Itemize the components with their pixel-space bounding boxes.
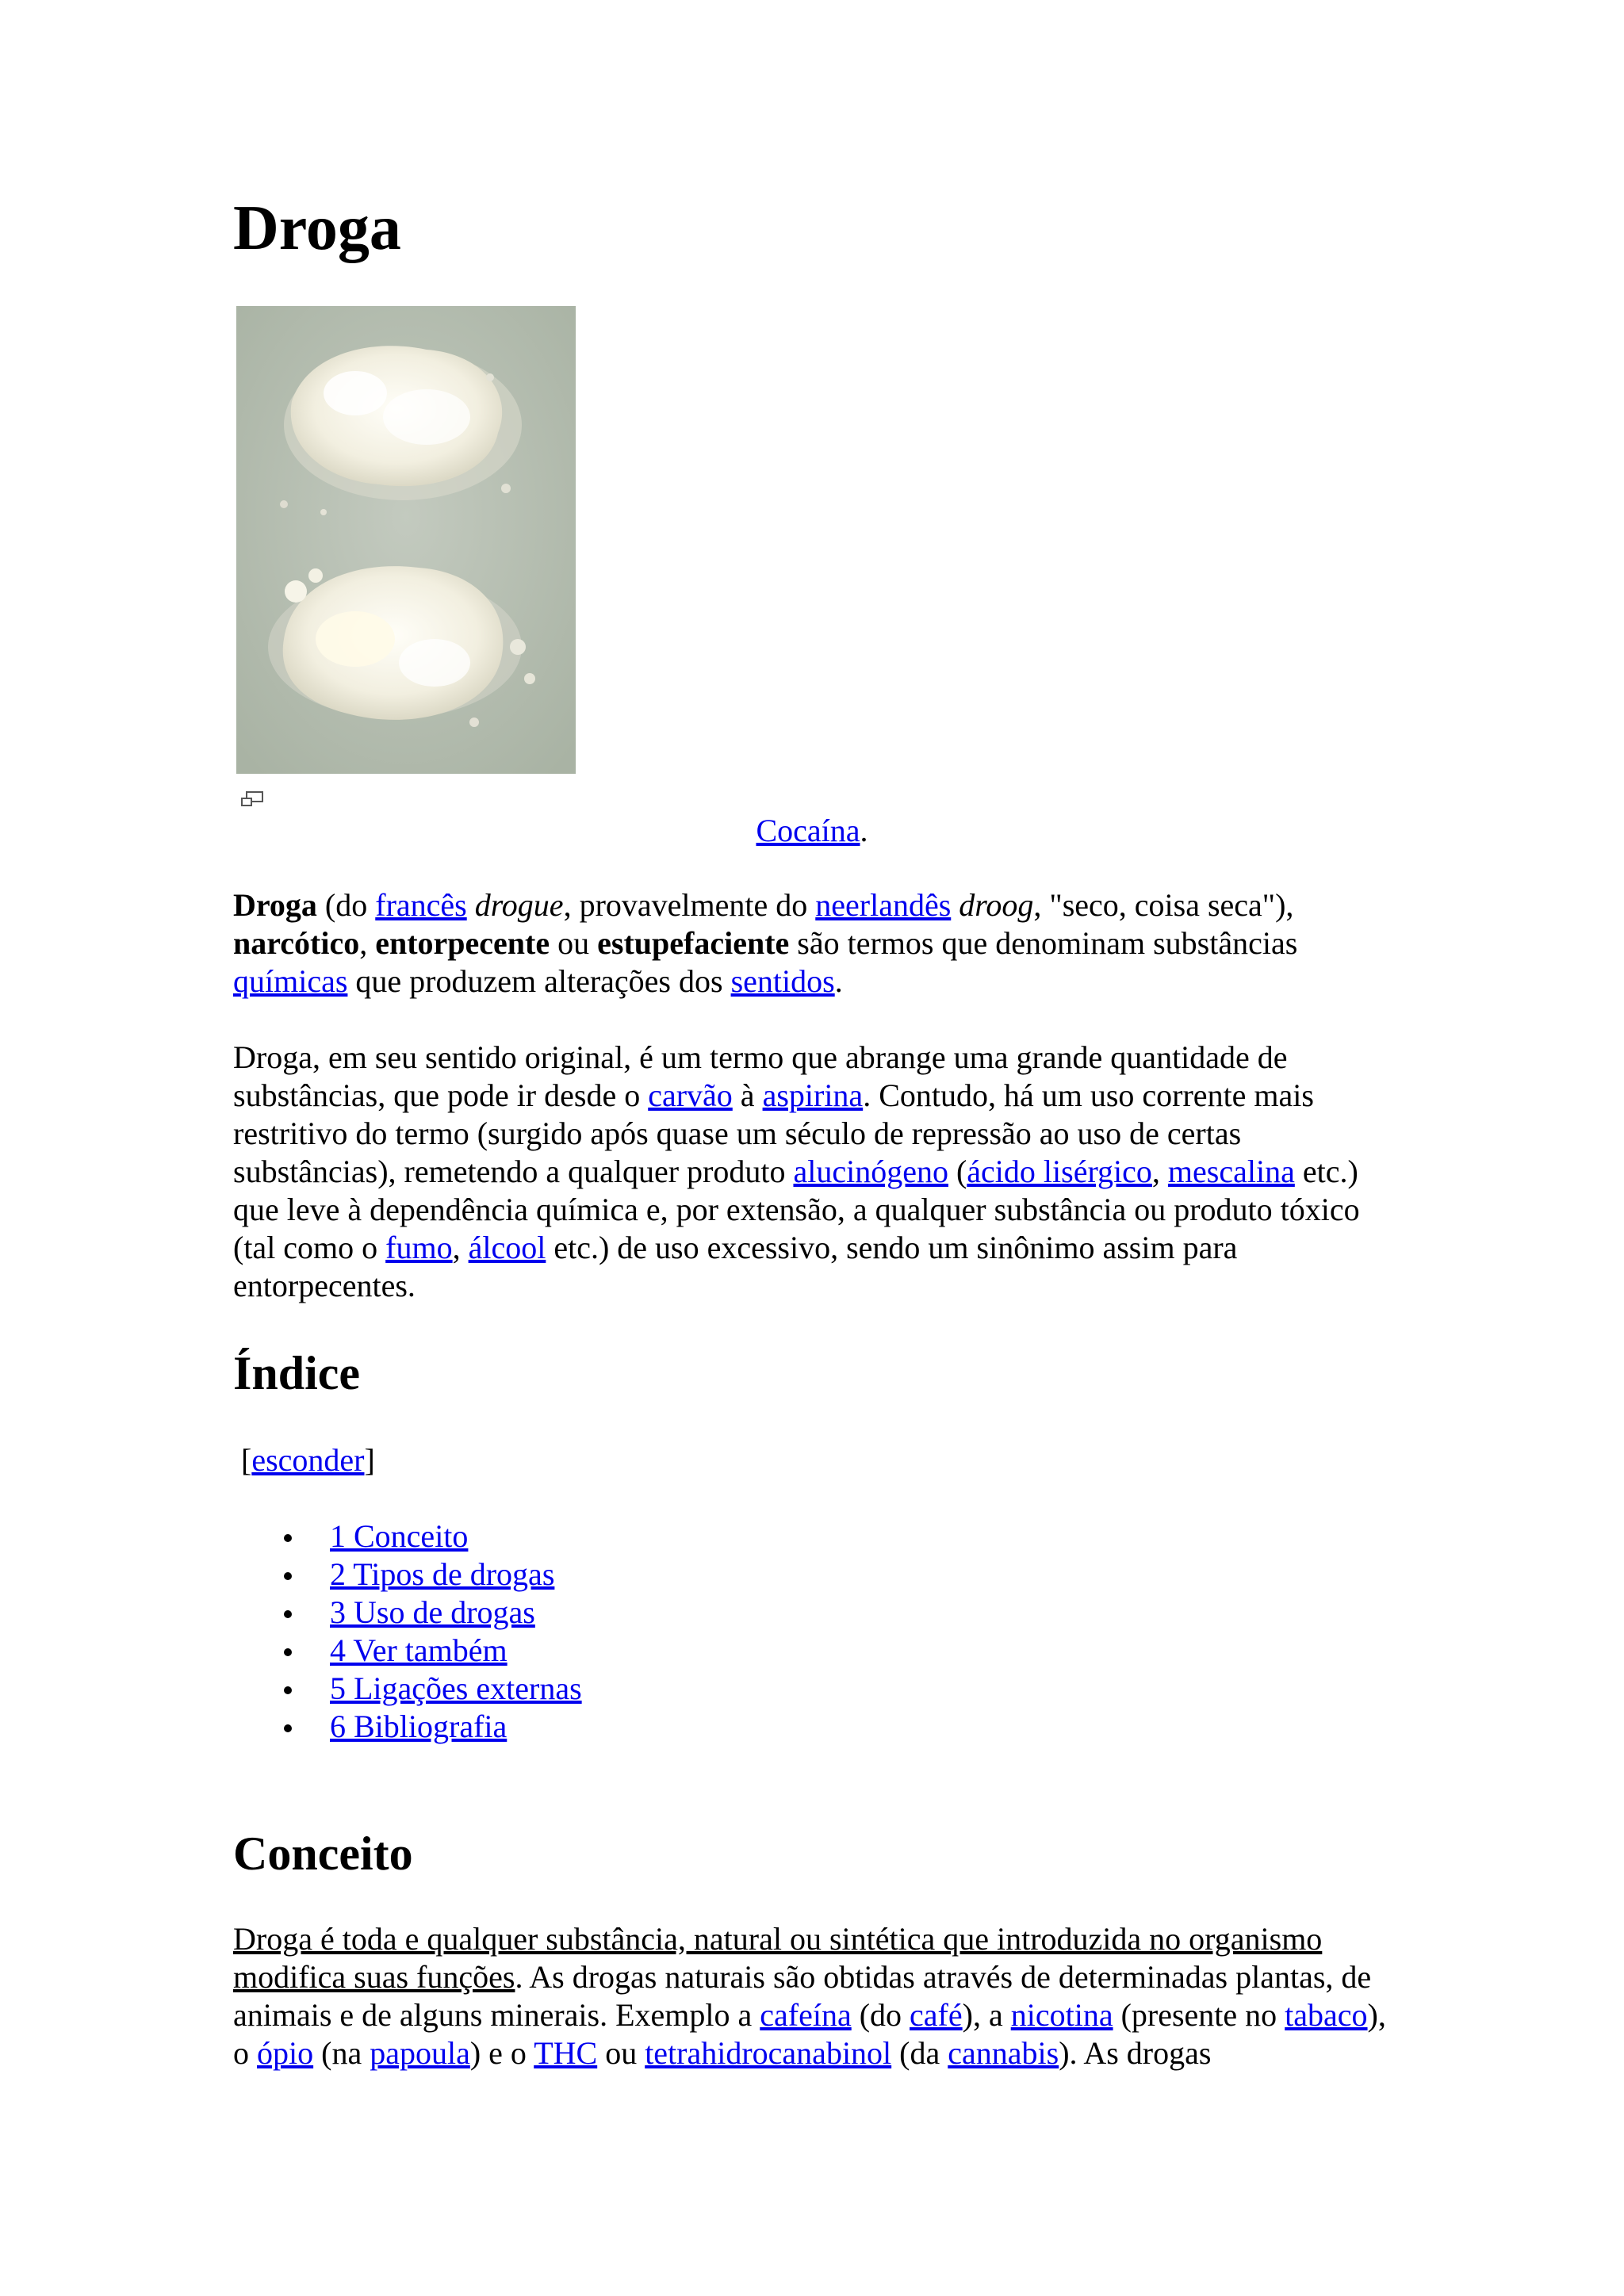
link-tabaco[interactable]: tabaco [1285,1997,1368,2033]
link-cafe[interactable]: café [910,1997,963,2033]
figure-caption [233,812,1391,850]
toc-link-tipos-de-drogas[interactable]: 2 Tipos de drogas [330,1556,555,1592]
bracket-open: [ [241,1442,252,1478]
text [951,887,959,923]
toc-link-uso-de-drogas[interactable]: 3 Uso de drogas [330,1594,535,1630]
link-alucinogeno[interactable]: alucinógeno [793,1154,948,1189]
caption-period: . [860,813,868,848]
toc-link-conceito[interactable]: 1 Conceito [330,1518,469,1554]
toc-link-bibliografia[interactable]: 6 Bibliografia [330,1709,508,1744]
link-acido-lisergico[interactable]: ácido lisérgico [967,1154,1152,1189]
text: (do [316,887,376,923]
link-cannabis[interactable]: cannabis [948,2035,1059,2071]
text: (presente no [1113,1997,1285,2033]
link-frances[interactable]: francês [375,887,467,923]
text: ou [550,925,598,961]
text: , provavelmente do [563,887,816,923]
term-drogue: drogue [474,887,564,923]
text: ( [948,1154,967,1189]
toc-heading: Índice [233,1347,361,1399]
link-carvao[interactable]: carvão [648,1077,733,1113]
text: (da [891,2035,948,2071]
text: , "seco, coisa seca"), [1033,887,1294,923]
caption-link-cocaina[interactable]: Cocaína [756,813,860,848]
toc-item [233,1556,582,1594]
term-droga: Droga [233,887,317,923]
text: são termos que denominam substâncias [789,925,1298,961]
toc-item [233,1670,582,1708]
toc-item [233,1594,582,1632]
text: . Contudo, há um uso corrente mais restritivo do termo (surgido após quase um século de repressão ao uso de certas substâncias), remetendo a qualquer produto [233,1077,1314,1189]
link-thc[interactable]: THC [534,2035,598,2071]
link-papoula[interactable]: papoula [370,2035,470,2071]
text: (do [851,1997,910,2033]
text: , [359,925,376,961]
text: etc.) que leve à dependência química e, por extensão, a qualquer substância ou produto tóxico (tal como o [233,1154,1360,1265]
enlarge-icon[interactable] [239,790,265,810]
text: ), o [233,1997,1386,2071]
term-estupefaciente: estupefaciente [597,925,790,961]
bracket-close: ] [364,1442,375,1478]
text: Droga, em seu sentido original, é um termo que abrange uma grande quantidade de substâncias, que pode ir desde o [233,1039,1288,1113]
text: . [834,963,843,999]
toc-link-ligacoes-externas[interactable]: 5 Ligações externas [330,1670,582,1706]
link-tetrahidrocanabinol[interactable]: tetrahidrocanabinol [645,2035,892,2071]
term-narcotico: narcótico [233,925,360,961]
link-sentidos[interactable]: sentidos [730,963,835,999]
link-nicotina[interactable]: nicotina [1010,1997,1113,2033]
term-droog: droog [959,887,1034,923]
intro-paragraph [233,886,1391,1001]
text: ). As drogas [1059,2035,1212,2071]
link-quimicas[interactable]: químicas [233,963,348,999]
link-opio[interactable]: ópio [257,2035,314,2071]
text: que produzem alterações dos [347,963,731,999]
text: , [452,1230,469,1265]
toc-item [233,1708,582,1746]
term-entorpecente: entorpecente [375,925,550,961]
link-mescalina[interactable]: mescalina [1167,1154,1295,1189]
section-heading-conceito: Conceito [233,1827,413,1880]
page-title: Droga [233,193,401,263]
text: ou [597,2035,645,2071]
link-neerlandes[interactable]: neerlandês [815,887,952,923]
underlined-definition: Droga é toda e qualquer substância, natural ou sintética que introduzida no organismo modifica suas funções [233,1921,1323,1995]
link-aspirina[interactable]: aspirina [762,1077,864,1113]
text: (na [313,2035,370,2071]
text: ), a [962,1997,1011,2033]
cocaine-photo-image [236,306,576,774]
conceito-paragraph [233,1920,1391,2072]
link-fumo[interactable]: fumo [385,1230,453,1265]
link-alcool[interactable]: álcool [468,1230,546,1265]
text: ) e o [469,2035,534,2071]
toc-item [233,1632,582,1670]
definition-paragraph [233,1039,1391,1305]
text: à [732,1077,763,1113]
text: etc.) de uso excessivo, sendo um sinônimo assim para entorpecentes. [233,1230,1238,1303]
toc-list [233,1517,582,1746]
text: , [1151,1154,1168,1189]
toc-item [233,1517,582,1556]
toc-toggle [241,1441,375,1479]
link-cafeina[interactable]: cafeína [760,1997,852,2033]
text [467,887,475,923]
toc-link-ver-tambem[interactable]: 4 Ver também [330,1632,508,1668]
toc-hide-link[interactable]: esconder [251,1442,365,1478]
text: . As drogas naturais são obtidas através de determinadas plantas, de animais e de alguns minerais. Exemplo a [233,1959,1372,2033]
cocaine-photo[interactable] [236,306,576,774]
